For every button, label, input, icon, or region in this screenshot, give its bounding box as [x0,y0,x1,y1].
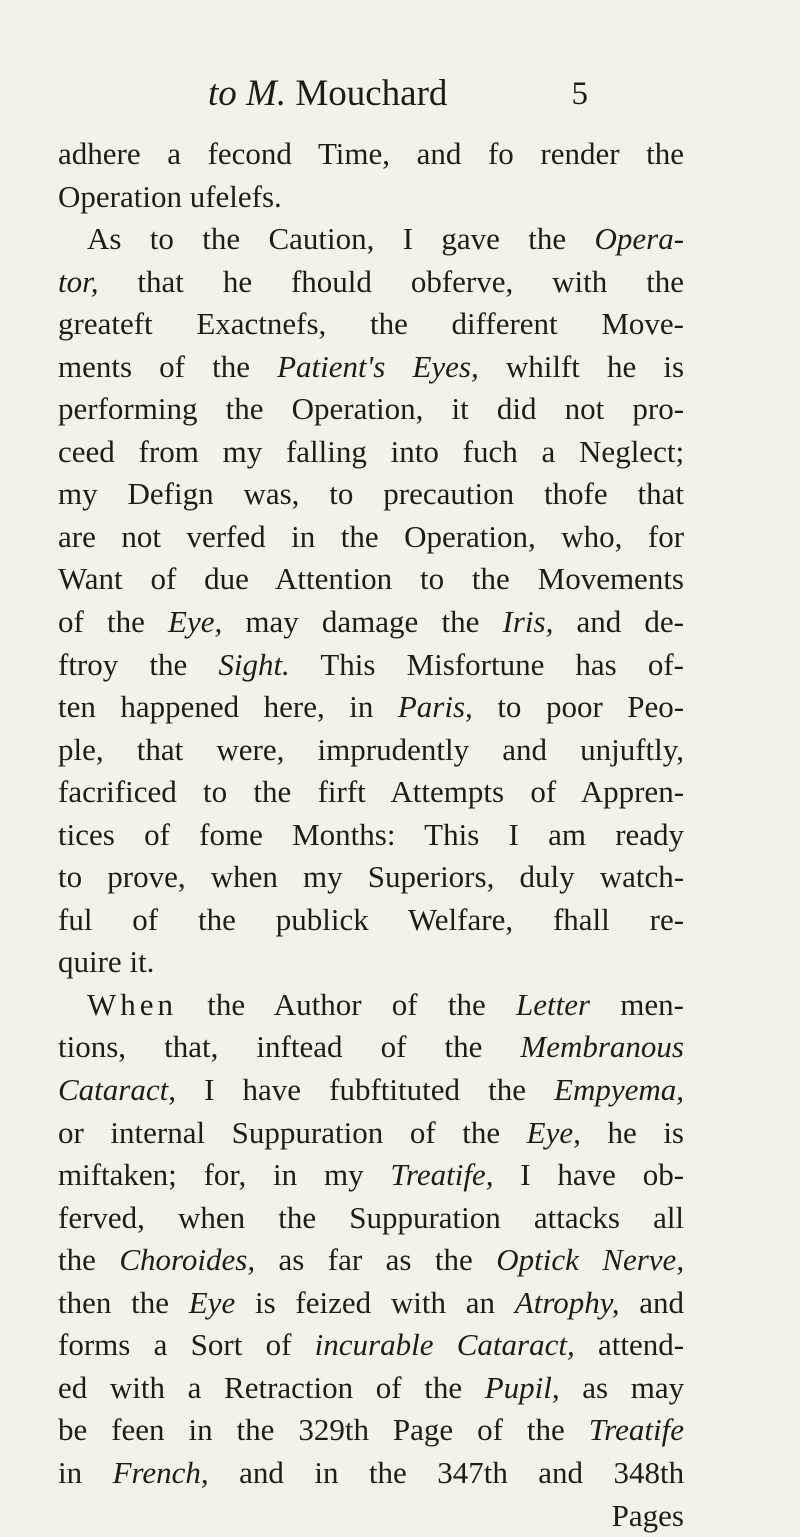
text-line: Want of due Attention to the Movements [58,558,684,601]
text-line: performing the Operation, it did not pro- [58,388,684,431]
body-text [58,133,684,1537]
text-line: forms a Sort of incurable Cataract, attend- [58,1324,684,1367]
text-line: When the Author of the Letter men- [58,984,684,1027]
text-line: tor, that he fhould obferve, with the [58,261,684,304]
text-line: adhere a fecond Time, and fo render the [58,133,684,176]
text-line: tices of fome Months: This I am ready [58,814,684,857]
text-line: then the Eye is feized with an Atrophy, and [58,1282,684,1325]
text-line: be feen in the 329th Page of the Treatife [58,1409,684,1452]
text-line: greateft Exactnefs, the different Move- [58,303,684,346]
catchword: Pages [58,1495,684,1537]
text-line: quire it. [58,941,684,984]
text-line: ftroy the Sight. This Misfortune has of- [58,644,684,687]
text-line: Cataract, I have fubftituted the Empyema, [58,1069,684,1112]
text-line: As to the Caution, I gave the Opera- [58,218,684,261]
text-line: ments of the Patient's Eyes, whilft he is [58,346,684,389]
text-line: or internal Suppuration of the Eye, he is [58,1112,684,1155]
text-line: ten happened here, in Paris, to poor Peo- [58,686,684,729]
text-line: Operation ufelefs. [58,176,684,219]
text-line: ceed from my falling into fuch a Neglect; [58,431,684,474]
text-line: the Choroides, as far as the Optick Nerve, [58,1239,684,1282]
running-head [208,72,588,124]
text-line: of the Eye, may damage the Iris, and de- [58,601,684,644]
text-line: my Defign was, to precaution thofe that [58,473,684,516]
text-line: ed with a Retraction of the Pupil, as may [58,1367,684,1410]
text-line: are not verfed in the Operation, who, for [58,516,684,559]
text-line: ferved, when the Suppuration attacks all [58,1197,684,1240]
running-head-prefix: to [208,73,237,114]
page-number: 5 [572,76,589,113]
text-line: miftaken; for, in my Treatife, I have ob- [58,1154,684,1197]
text-line: facrificed to the firft Attempts of Appren- [58,771,684,814]
text-line: ful of the publick Welfare, fhall re- [58,899,684,942]
text-line: tions, that, inftead of the Membranous [58,1026,684,1069]
text-line: in French, and in the 347th and 348th [58,1452,684,1495]
text-line: to prove, when my Superiors, duly watch- [58,856,684,899]
running-head-title: M. Mouchard [246,73,447,114]
text-line: ple, that were, imprudently and unjuftly, [58,729,684,772]
